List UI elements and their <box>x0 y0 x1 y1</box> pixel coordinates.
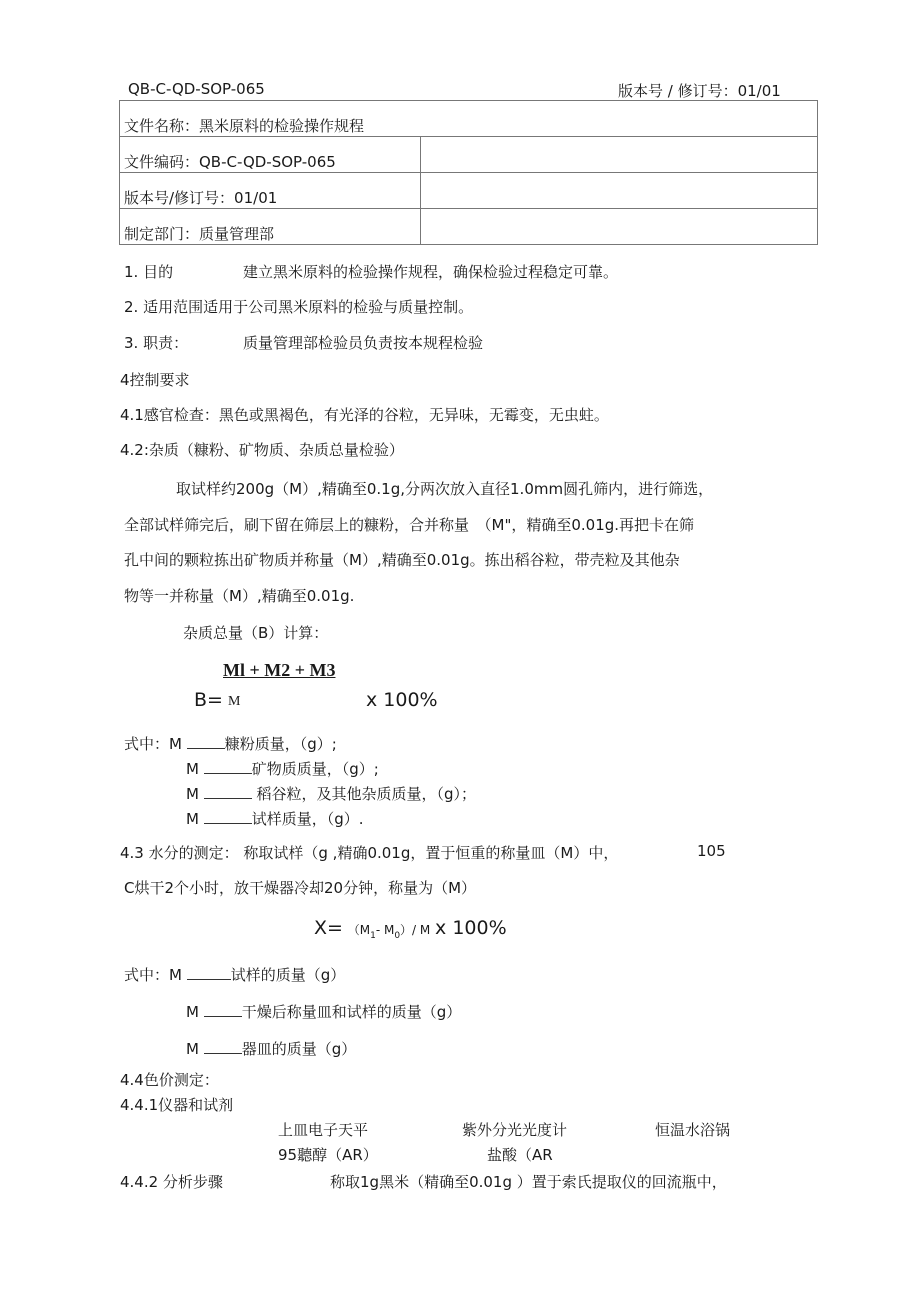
section-4-2-para-2: 全部试样筛完后，刷下留在筛层上的糠粉，合并称量 （M"，精确至0.01g.再把卡在筛 <box>124 516 695 534</box>
doc-info-table <box>119 100 818 245</box>
legend-2-row <box>124 964 345 985</box>
section-4-3-line-2: C烘干2个小时，放干燥器冷却20分钟，称量为（M） <box>124 879 477 897</box>
legend-2-row <box>186 1038 356 1059</box>
formula-2-sub0: 0 <box>394 931 401 941</box>
legend-symbol: M <box>186 760 199 778</box>
legend-symbol: M <box>186 1003 199 1021</box>
impurity-calc-label: 杂质总量（B）计算： <box>183 624 329 642</box>
doc-version-cell: 版本号/修订号：01/01 <box>120 173 421 209</box>
legend-symbol: M <box>169 735 182 753</box>
reagent-ethanol: 95聽醇（AR） <box>278 1146 378 1164</box>
section-4-4-1: 4.4.1仪器和试剂 <box>120 1096 234 1114</box>
reagent-hcl: 盐酸（AR <box>487 1146 553 1164</box>
section-4-1: 4.1感官检查：黑色或黑褐色，有光泽的谷粒，无异味，无霉变，无虫蛀。 <box>120 406 609 424</box>
formula-2-close: ）/ M <box>400 923 431 937</box>
legend-desc: 糠粉质量，（g）; <box>224 735 337 753</box>
formula-2-sub1: 1 <box>370 931 376 941</box>
blank-line <box>204 784 252 799</box>
legend-intro: 式中： <box>124 966 170 984</box>
blank-line <box>187 734 225 749</box>
legend-desc: 矿物质质量，（g）; <box>251 760 379 778</box>
blank-line <box>204 809 252 824</box>
legend-1-row <box>124 733 337 754</box>
section-4: 4控制要求 <box>120 371 190 389</box>
legend-desc: 试样质量，（g）. <box>251 810 364 828</box>
formula-1-numerator: Ml + M2 + M3 <box>223 660 336 680</box>
legend-symbol: M <box>169 966 182 984</box>
legend-2-row <box>186 1001 461 1022</box>
formula-2-minus: - M <box>375 923 395 937</box>
empty-cell <box>421 137 818 173</box>
section-1-label: 1. 目的 <box>124 263 174 281</box>
formula-1-times: x 100% <box>366 689 438 711</box>
section-4-3-line-1: 4.3 水分的测定： 称取试样（g ,精确0.01g，置于恒重的称量皿（M）中， <box>120 844 619 862</box>
legend-symbol: M <box>186 1040 199 1058</box>
doc-name-cell: 文件名称：黑米原料的检验操作规程 <box>120 101 818 137</box>
section-4-4-2-text: 称取1g黑米（精确至0.01g ）置于索氏提取仪的回流瓶中， <box>330 1173 727 1191</box>
section-4-4: 4.4色价测定： <box>120 1071 219 1089</box>
formula-2 <box>314 917 507 941</box>
legend-desc: 稻谷粒，及其他杂质质量，（g）； <box>256 785 477 803</box>
empty-cell <box>421 173 818 209</box>
legend-desc: 试样的质量（g） <box>230 966 346 984</box>
section-4-2: 4.2:杂质（糠粉、矿物质、杂质总量检验） <box>120 441 404 459</box>
blank-line <box>204 1002 242 1017</box>
blank-line <box>204 759 252 774</box>
instrument-spectrophotometer: 紫外分光光度计 <box>462 1121 568 1139</box>
formula-2-times: x 100% <box>435 917 507 939</box>
section-3-text: 质量管理部检验员负责按本规程检验 <box>243 334 484 352</box>
legend-symbol: M <box>186 785 199 803</box>
version-header: 版本号 / 修订号：01/01 <box>618 82 781 100</box>
doc-code-header: QB-C-QD-SOP-065 <box>128 80 265 98</box>
section-4-2-para-3: 孔中间的颗粒拣出矿物质并称量（M）,精确至0.01g。拣出稻谷粒，带壳粒及其他杂 <box>124 551 680 569</box>
instrument-balance: 上皿电子天平 <box>278 1121 369 1139</box>
section-1-text: 建立黑米原料的检验操作规程，确保检验过程稳定可靠。 <box>243 263 619 281</box>
legend-intro: 式中： <box>124 735 170 753</box>
section-4-4-2-label: 4.4.2 分析步骤 <box>120 1173 223 1191</box>
section-4-3-temp: 105 <box>697 842 726 860</box>
section-4-2-para-1: 取试样约200g（M）,精确至0.1g,分两次放入直径1.0mm圆孔筛内，进行筛选， <box>176 480 714 498</box>
instrument-water-bath: 恒温水浴锅 <box>655 1121 731 1139</box>
doc-dept-cell: 制定部门：质量管理部 <box>120 209 421 245</box>
legend-desc: 干燥后称量皿和试样的质量（g） <box>241 1003 462 1021</box>
legend-desc: 器皿的质量（g） <box>241 1040 357 1058</box>
legend-1-row <box>186 758 379 779</box>
legend-symbol: M <box>186 810 199 828</box>
formula-1-lhs: B= <box>194 689 223 711</box>
formula-2-lhs: X= <box>314 917 343 939</box>
section-2: 2. 适用范围适用于公司黑米原料的检验与质量控制。 <box>124 298 474 316</box>
doc-code-cell: 文件编码：QB-C-QD-SOP-065 <box>120 137 421 173</box>
section-3-label: 3. 职责： <box>124 334 189 352</box>
empty-cell <box>421 209 818 245</box>
legend-1-row <box>186 783 476 804</box>
blank-line <box>187 965 231 980</box>
legend-1-row <box>186 808 364 829</box>
section-4-2-para-4: 物等一并称量（M）,精确至0.01g. <box>124 587 355 605</box>
blank-line <box>204 1039 242 1054</box>
formula-2-open: （M <box>347 923 371 937</box>
formula-1-denominator: M <box>228 694 241 709</box>
